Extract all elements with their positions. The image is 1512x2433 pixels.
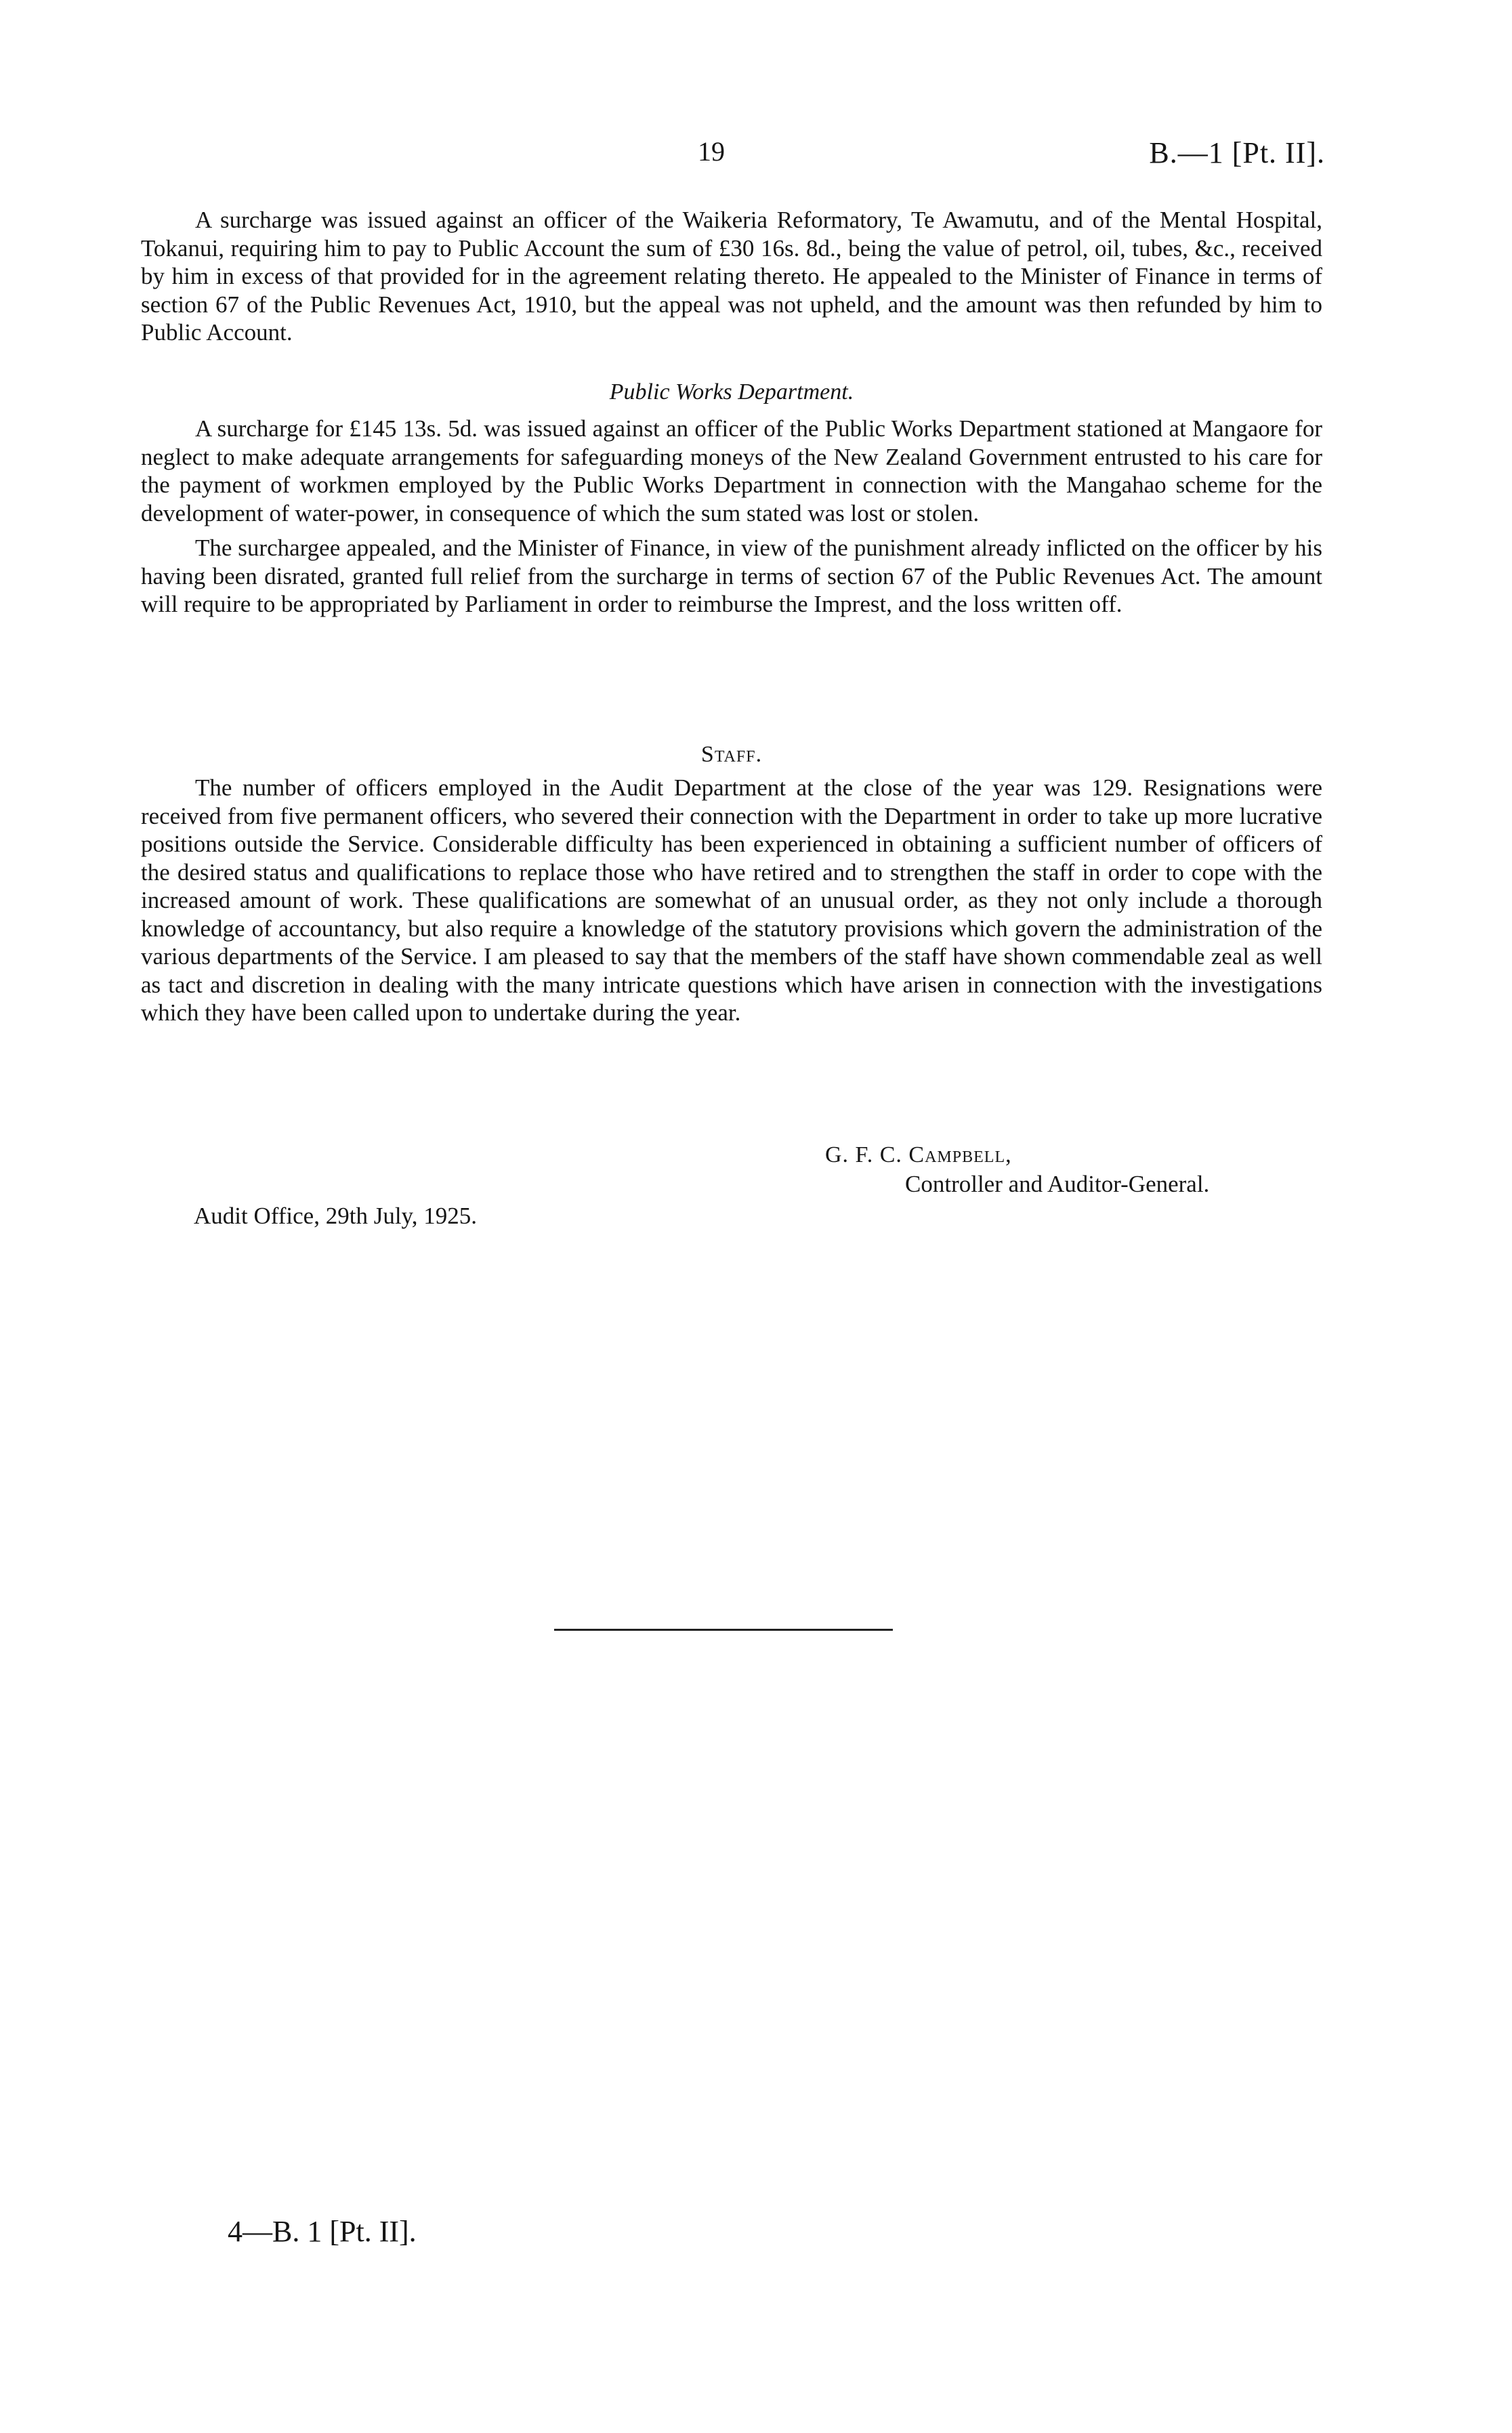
- place-and-date: Audit Office, 29th July, 1925.: [194, 1203, 478, 1229]
- heading-public-works: Public Works Department.: [609, 379, 854, 404]
- signatory-name: G. F. C. Campbell,: [825, 1142, 1012, 1167]
- staff-section: [141, 774, 1322, 1027]
- closing-rule: [554, 1629, 893, 1631]
- page-number: 19: [698, 136, 725, 167]
- signature-reference: 4—B. 1 [Pt. II].: [228, 2215, 417, 2248]
- heading-staff: Staff.: [700, 742, 763, 767]
- paragraph-appeal: The surchargee appealed, and the Minister of Finance, in view of the punishment already inflicted on the officer by his having been disrated, granted full relief from the surcharge in terms of section 67 of the Public Revenues Act. The amount will require to be appropriated by Parliament in order to reimburse the Imprest, and the loss written off.: [141, 535, 1322, 617]
- public-works-section: [141, 415, 1322, 619]
- paragraph-waikeria: A surcharge was issued against an officer of the Waikeria Reformatory, Te Awamutu, and of the Mental Hospital, Tokanui, requiring him to pay to Public Account the sum of £30 16s. 8d., being the value of petrol, oil, tubes, &c., received by him in excess of that provided for in the agreement relating thereto. He appealed to the Minister of Finance in terms of section 67 of the Public Revenues Act, 1910, but the appeal was not upheld, and the amount was then refunded by him to Public Account.: [141, 207, 1322, 346]
- document-reference: B.—1 [Pt. II].: [1149, 136, 1325, 169]
- signatory-title: Controller and Auditor-General.: [905, 1171, 1210, 1197]
- waikeria-section: [141, 206, 1322, 347]
- paragraph-mangaore: A surcharge for £145 13s. 5d. was issued against an officer of the Public Works Department stationed at Mangaore for neglect to make adequate arrangements for safeguarding moneys of the New Zealand Government entrusted to his care for the payment of workmen employed by the Public Works Department in connection with the Mangahao scheme for the development of water-power, in consequence of which the sum stated was lost or stolen.: [141, 415, 1322, 526]
- paragraph-staff: The number of officers employed in the Audit Department at the close of the year was 129. Resignations were received from five permanent officers, who severed their connection with the Department in order to take up more lucrative positions outside the Service. Considerable difficulty has been experienced in obtaining a sufficient number of officers of the desired status and qualifications to replace those who have retired and to strengthen the staff in order to cope with the increased amount of work. These qualifications are somewhat of an unusual order, as they not only include a thorough knowledge of accountancy, but also require a knowledge of the statutory provisions which govern the administration of the various departments of the Service. I am pleased to say that the members of the staff have shown commendable zeal as well as tact and discretion in dealing with the many intricate questions which have arisen in connection with the investigations which they have been called upon to undertake during the year.: [141, 774, 1322, 1026]
